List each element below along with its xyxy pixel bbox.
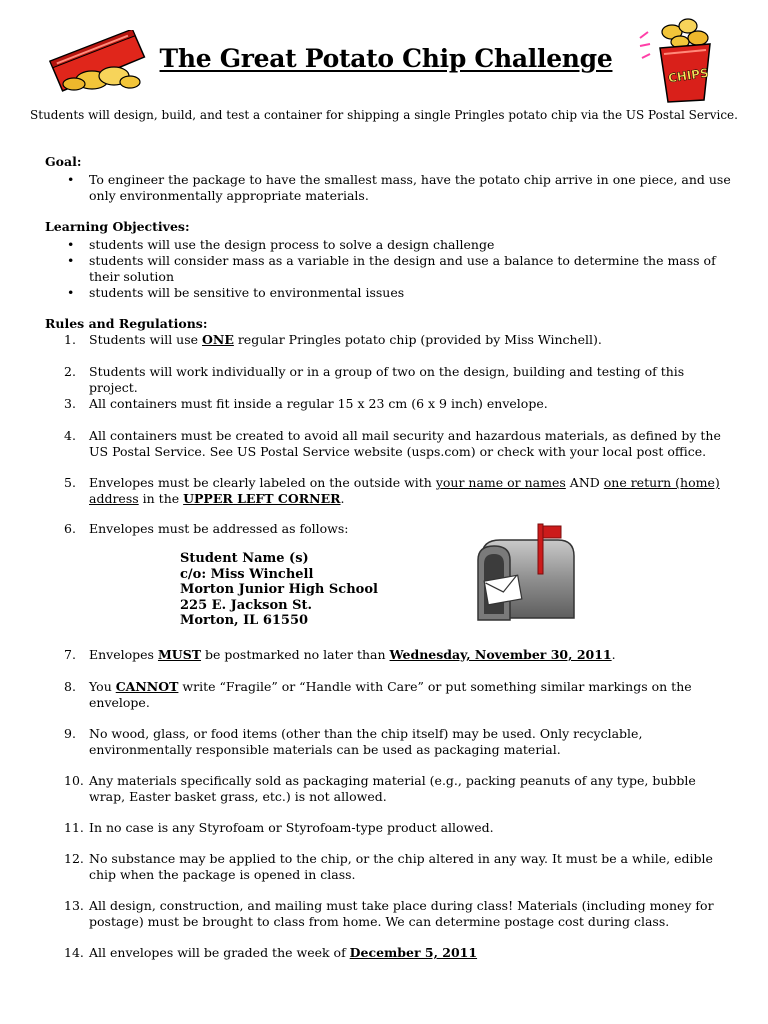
address-line: Morton Junior High School: [180, 582, 378, 598]
rule-item: 7. Envelopes MUST be postmarked no later than Wednesday, November 30, 2011.: [64, 647, 616, 662]
list-item: • students will use the design process to solve a design challenge: [67, 237, 737, 253]
list-item: • students will be sensitive to environmental issues: [67, 285, 737, 301]
rule-item: 8. You CANNOT write “Fragile” or “Handle with Care” or put something similar markings on the envelope.: [64, 679, 692, 710]
objectives-heading: Learning Objectives:: [45, 219, 190, 234]
rule-item: 2. Students will work individually or in a group of two on the design, building and testing of this project.: [64, 364, 685, 395]
address-line: 225 E. Jackson St.: [180, 597, 313, 613]
mailbox-icon: [474, 522, 578, 624]
rule-item: 12. No substance may be applied to the chip, or the chip altered in any way. It must be a while, edible chip when the package is opened in class.: [64, 851, 713, 882]
rule-item: 9. No wood, glass, or food items (other than the chip itself) may be used. Only recyclable, environmentally responsible materials can be used as packaging material.: [64, 726, 643, 757]
list-item: • students will consider mass as a variable in the design and use a balance to determine the mass of their solution: [67, 253, 737, 285]
goal-list: [67, 172, 737, 204]
rules-heading: Rules and Regulations:: [45, 316, 208, 331]
rule-item: 11. In no case is any Styrofoam or Styrofoam-type product allowed.: [64, 820, 494, 835]
document-title: The Great Potato Chip Challenge: [159, 44, 613, 73]
objectives-list: [67, 237, 737, 301]
potato-chips-bag-icon: [44, 30, 152, 94]
chips-cup-icon: [638, 14, 722, 104]
list-item: • To engineer the package to have the smallest mass, have the potato chip arrive in one piece, and use only environmentally appropriate materials.: [67, 172, 737, 204]
address-line: Student Name (s): [180, 551, 309, 566]
rule-item: 6. Envelopes must be addressed as follows:: [64, 521, 349, 536]
cup-label: CHIPS: [667, 65, 710, 86]
goal-heading: Goal:: [45, 154, 82, 169]
rule-item: 14. All envelopes will be graded the week of December 5, 2011: [64, 945, 478, 960]
mailing-address: [180, 551, 378, 629]
rule-item: 13. All design, construction, and mailing must take place during class! Materials (including money for postage) must be brought to class from home. We can determine postage cost during class.: [64, 898, 714, 929]
rule-item: 10. Any materials specifically sold as packaging material (e.g., packing peanuts of any type, bubble wrap, Easter basket grass, etc.) is not allowed.: [64, 773, 696, 804]
address-line: Morton, IL 61550: [180, 613, 309, 629]
rule-item: 5. Envelopes must be clearly labeled on the outside with your name or names AND one return (home) address in the UPPER LEFT CORNER.: [64, 475, 720, 506]
intro-text: Students will design, build, and test a container for shipping a single Pringles potato chip via the US Postal Service.: [30, 108, 738, 122]
rule-item: 1. Students will use ONE regular Pringles potato chip (provided by Miss Winchell).: [64, 332, 602, 347]
rule-item: 4. All containers must be created to avoid all mail security and hazardous materials, as defined by the US Postal Service. See US Postal Service website (usps.com) or check with your local post office.: [64, 428, 721, 459]
address-line: c/o: Miss Winchell: [180, 566, 314, 582]
rule-item: 3. All containers must fit inside a regular 15 x 23 cm (6 x 9 inch) envelope.: [64, 396, 548, 411]
